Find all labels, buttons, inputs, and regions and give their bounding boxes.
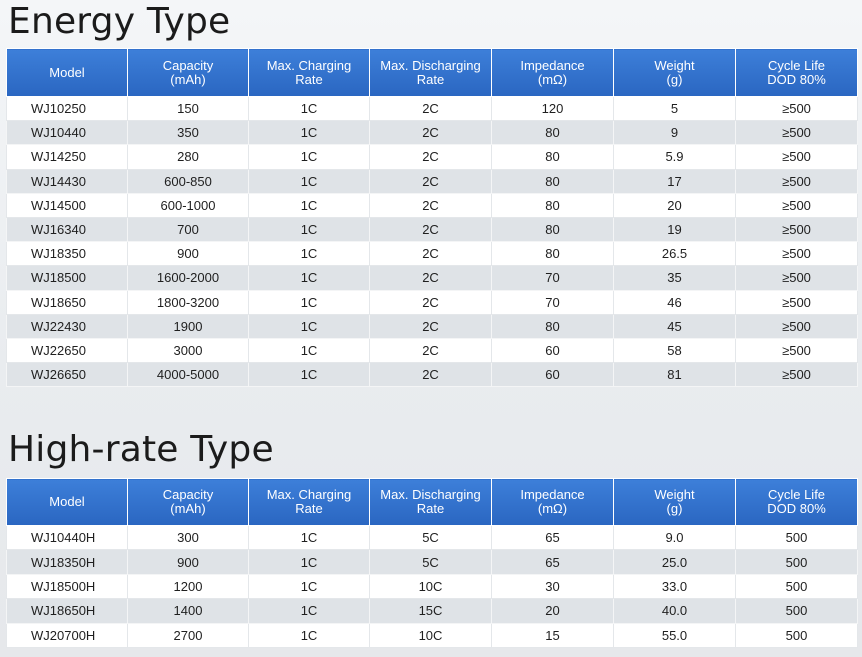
model-cell: WJ10440H — [7, 526, 128, 550]
table-cell: ≥500 — [736, 266, 858, 290]
table-cell: 80 — [492, 193, 614, 217]
high-rate-header-label: Model — [49, 494, 85, 509]
high-rate-header-label: Max. Charging — [266, 487, 352, 502]
table-cell: 1600-2000 — [128, 266, 249, 290]
high-rate-header-label: Impedance — [520, 487, 585, 502]
high-rate-header-unit: Rate — [295, 501, 323, 516]
high-rate-header-cell — [128, 479, 249, 526]
model-cell: WJ18650 — [7, 290, 128, 314]
table-cell: 5C — [370, 526, 492, 550]
table-cell: 80 — [492, 217, 614, 241]
table-cell: 1C — [249, 145, 370, 169]
model-cell: WJ18350H — [7, 550, 128, 574]
table-cell: 80 — [492, 314, 614, 338]
table-cell: 150 — [128, 97, 249, 121]
table-cell: 900 — [128, 550, 249, 574]
table-cell: 1C — [249, 266, 370, 290]
table-cell: 2700 — [128, 623, 249, 647]
table-cell: 1C — [249, 290, 370, 314]
table-cell: 33.0 — [614, 574, 736, 598]
table-cell: 5C — [370, 550, 492, 574]
table-row — [7, 193, 858, 217]
energy-spec-table — [6, 48, 858, 387]
table-cell: 15C — [370, 599, 492, 623]
table-cell: 40.0 — [614, 599, 736, 623]
table-cell: 80 — [492, 121, 614, 145]
model-cell: WJ14430 — [7, 169, 128, 193]
high-rate-header-label: Capacity — [162, 487, 214, 502]
table-cell: 1C — [249, 121, 370, 145]
table-row — [7, 574, 858, 598]
energy-header-unit: (g) — [666, 71, 683, 87]
table-cell: 1C — [249, 623, 370, 647]
model-cell: WJ10440 — [7, 121, 128, 145]
high-rate-header-unit: (mAh) — [170, 501, 206, 516]
high-rate-header-cell — [614, 479, 736, 526]
table-cell: 1400 — [128, 599, 249, 623]
table-cell: 1800-3200 — [128, 290, 249, 314]
table-cell: 80 — [492, 145, 614, 169]
table-cell: 1C — [249, 193, 370, 217]
energy-header-label: Max. Discharging — [380, 57, 481, 73]
table-cell: 1C — [249, 599, 370, 623]
table-row — [7, 290, 858, 314]
table-cell: 65 — [492, 526, 614, 550]
table-cell: 120 — [492, 97, 614, 121]
table-row — [7, 526, 858, 550]
table-cell: 55.0 — [614, 623, 736, 647]
model-cell: WJ26650 — [7, 363, 128, 387]
table-cell: 45 — [614, 314, 736, 338]
table-cell: 1C — [249, 338, 370, 362]
table-row — [7, 338, 858, 362]
table-row — [7, 169, 858, 193]
table-cell: 60 — [492, 338, 614, 362]
table-cell: 2C — [370, 145, 492, 169]
table-cell: 25.0 — [614, 550, 736, 574]
energy-header-unit: Rate — [416, 71, 445, 87]
table-cell: 4000-5000 — [128, 363, 249, 387]
table-row — [7, 314, 858, 338]
energy-header-cell — [370, 49, 492, 97]
table-cell: 1200 — [128, 574, 249, 598]
table-cell: 70 — [492, 266, 614, 290]
table-cell: ≥500 — [736, 338, 858, 362]
energy-header-cell — [736, 49, 858, 97]
table-cell: 1C — [249, 574, 370, 598]
table-cell: ≥500 — [736, 290, 858, 314]
energy-header-cell — [128, 49, 249, 97]
high-rate-header-unit: (mΩ) — [537, 501, 568, 516]
table-cell: 280 — [128, 145, 249, 169]
energy-header-label: Max. Charging — [266, 57, 352, 73]
table-row — [7, 266, 858, 290]
model-cell: WJ18500 — [7, 266, 128, 290]
high-rate-header-unit: (g) — [666, 501, 683, 516]
table-cell: 5 — [614, 97, 736, 121]
table-cell: 1C — [249, 526, 370, 550]
table-row — [7, 550, 858, 574]
high-rate-spec-table — [6, 478, 858, 648]
table-cell: 1C — [249, 169, 370, 193]
table-cell: 2C — [370, 169, 492, 193]
table-cell: 300 — [128, 526, 249, 550]
table-cell: 80 — [492, 242, 614, 266]
table-cell: 2C — [370, 338, 492, 362]
high-rate-type-title: High-rate Type — [8, 429, 274, 470]
table-row — [7, 121, 858, 145]
table-cell: 65 — [492, 550, 614, 574]
energy-header-label: Model — [49, 64, 85, 80]
table-cell: 700 — [128, 217, 249, 241]
table-cell: ≥500 — [736, 169, 858, 193]
table-cell: 1C — [249, 217, 370, 241]
table-cell: ≥500 — [736, 145, 858, 169]
high-rate-header-unit: Rate — [416, 501, 445, 516]
table-row — [7, 242, 858, 266]
table-cell: 1900 — [128, 314, 249, 338]
table-row — [7, 623, 858, 647]
table-cell: 500 — [736, 574, 858, 598]
table-cell: 2C — [370, 314, 492, 338]
table-cell: ≥500 — [736, 242, 858, 266]
high-rate-header-label: Weight — [654, 487, 695, 502]
table-cell: 20 — [614, 193, 736, 217]
table-cell: ≥500 — [736, 193, 858, 217]
energy-header-cell — [614, 49, 736, 97]
energy-header-unit: DOD 80% — [767, 71, 826, 87]
table-cell: 9 — [614, 121, 736, 145]
table-row — [7, 363, 858, 387]
table-cell: 2C — [370, 121, 492, 145]
model-cell: WJ20700H — [7, 623, 128, 647]
table-row — [7, 145, 858, 169]
table-cell: 600-850 — [128, 169, 249, 193]
table-cell: 58 — [614, 338, 736, 362]
table-cell: 1C — [249, 242, 370, 266]
table-cell: 350 — [128, 121, 249, 145]
table-cell: 1C — [249, 363, 370, 387]
table-cell: 5.9 — [614, 145, 736, 169]
energy-header-label: Impedance — [520, 57, 585, 73]
table-cell: 600-1000 — [128, 193, 249, 217]
model-cell: WJ14500 — [7, 193, 128, 217]
high-rate-header-label: Cycle Life — [767, 487, 826, 502]
energy-header-cell — [7, 49, 128, 97]
energy-header-unit: (mAh) — [170, 71, 206, 87]
table-cell: 500 — [736, 623, 858, 647]
energy-header-row — [7, 49, 858, 97]
energy-type-title: Energy Type — [8, 1, 231, 42]
high-rate-header-cell — [7, 479, 128, 526]
model-cell: WJ22650 — [7, 338, 128, 362]
high-rate-header-unit: DOD 80% — [767, 501, 826, 516]
high-rate-header-row — [7, 479, 858, 526]
table-cell: 70 — [492, 290, 614, 314]
table-cell: 1C — [249, 314, 370, 338]
table-cell: 900 — [128, 242, 249, 266]
table-cell: 46 — [614, 290, 736, 314]
table-cell: 500 — [736, 526, 858, 550]
energy-header-label: Capacity — [162, 57, 214, 73]
table-cell: 60 — [492, 363, 614, 387]
model-cell: WJ18650H — [7, 599, 128, 623]
energy-header-unit: Rate — [295, 71, 323, 87]
model-cell: WJ18350 — [7, 242, 128, 266]
table-cell: 3000 — [128, 338, 249, 362]
model-cell: WJ16340 — [7, 217, 128, 241]
table-cell: 2C — [370, 290, 492, 314]
table-cell: 81 — [614, 363, 736, 387]
high-rate-header-cell — [492, 479, 614, 526]
model-cell: WJ14250 — [7, 145, 128, 169]
table-cell: 15 — [492, 623, 614, 647]
high-rate-header-cell — [249, 479, 370, 526]
table-cell: 10C — [370, 574, 492, 598]
table-cell: ≥500 — [736, 217, 858, 241]
model-cell: WJ22430 — [7, 314, 128, 338]
table-cell: 19 — [614, 217, 736, 241]
high-rate-header-label: Max. Discharging — [380, 487, 481, 502]
table-cell: 30 — [492, 574, 614, 598]
model-cell: WJ10250 — [7, 97, 128, 121]
table-cell: 500 — [736, 599, 858, 623]
table-cell: 1C — [249, 97, 370, 121]
table-cell: 10C — [370, 623, 492, 647]
table-cell: 2C — [370, 363, 492, 387]
high-rate-header-cell — [370, 479, 492, 526]
table-cell: ≥500 — [736, 363, 858, 387]
energy-header-label: Cycle Life — [767, 57, 826, 73]
table-cell: 2C — [370, 97, 492, 121]
table-row — [7, 599, 858, 623]
table-cell: 17 — [614, 169, 736, 193]
table-cell: 500 — [736, 550, 858, 574]
table-cell: 2C — [370, 217, 492, 241]
energy-header-unit: (mΩ) — [537, 71, 568, 87]
table-cell: 1C — [249, 550, 370, 574]
table-cell: 20 — [492, 599, 614, 623]
table-cell: 35 — [614, 266, 736, 290]
table-cell: 2C — [370, 266, 492, 290]
table-cell: 26.5 — [614, 242, 736, 266]
table-cell: ≥500 — [736, 97, 858, 121]
table-cell: ≥500 — [736, 314, 858, 338]
table-row — [7, 97, 858, 121]
table-cell: 2C — [370, 242, 492, 266]
energy-header-cell — [249, 49, 370, 97]
energy-header-label: Weight — [654, 57, 695, 73]
table-cell: 80 — [492, 169, 614, 193]
table-cell: ≥500 — [736, 121, 858, 145]
high-rate-header-cell — [736, 479, 858, 526]
table-cell: 2C — [370, 193, 492, 217]
model-cell: WJ18500H — [7, 574, 128, 598]
energy-header-cell — [492, 49, 614, 97]
table-cell: 9.0 — [614, 526, 736, 550]
table-row — [7, 217, 858, 241]
